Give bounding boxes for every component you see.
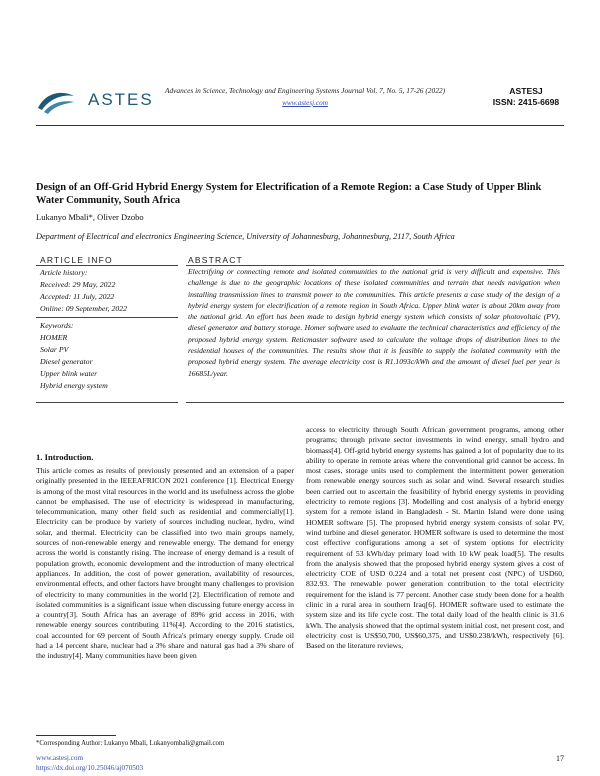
corresponding-author-footnote: *Corresponding Author: Lukanyo Mbali, Lukanyombali@gmail.com bbox=[36, 740, 225, 747]
article-info-heading: ARTICLE INFO bbox=[40, 255, 113, 265]
history-label: Article history: bbox=[40, 268, 88, 277]
paper-authors: Lukanyo Mbali*, Oliver Dzobo bbox=[36, 212, 144, 222]
divider bbox=[36, 317, 178, 318]
doi-link[interactable]: https://dx.doi.org/10.25046/aj070503 bbox=[36, 764, 144, 772]
journal-citation: Advances in Science, Technology and Engineering Systems Journal Vol. 7, No. 5, 17-26 (2022) bbox=[164, 86, 446, 95]
paper-affiliation: Department of Electrical and electronics Engineering Science, University of Johannesburg, Johannesburg, 2117, South Africa bbox=[36, 232, 455, 241]
accepted-date: Accepted: 11 July, 2022 bbox=[40, 292, 115, 301]
header-divider bbox=[36, 125, 564, 126]
keyword: Diesel generator bbox=[40, 357, 93, 366]
online-date: Online: 09 September, 2022 bbox=[40, 304, 128, 313]
issn-block bbox=[476, 86, 576, 108]
keywords bbox=[40, 320, 178, 392]
abstract-text: Electrifying or connecting remote and isolated communities to the national grid is very difficult and expensive. This challenge is due to the geographic locations of these isolated communities and terrain that needs navigation when installing transmission lines to transmit power to the communities. This article presents a case study of the design of a hybrid energy system for electrification of a remote region in South Africa. Upper blink water is about 20km away from the national grid. An effort has been made to design hybrid energy system which consists of solar photovoltaic (PV), diesel generator and battery storage. Homer software used to evaluate the technical characteristics and efficiency of the proposed hybrid energy system. Reticmaster software used to calculate the voltage drops of distribution lines to the residential houses of the communities. The results show that it is feasible to supply the isolated community with the proposed hybrid energy system. The average electricity cost is R1.1093c/kWh and the amount of diesel fuel per year is 16685L/year. bbox=[188, 267, 560, 378]
section-heading-introduction: 1. Introduction. bbox=[36, 452, 94, 462]
body-paragraph: This article comes as results of previously presented and an extension of a paper originally presented in the IEEEAFRICON 2021 conference [1]. Electrical Energy is among of the most vital resources in the world and its usefulness across the globe cannot be emphasised. The use of electricity is widespread in manufacturing, telecommunication, many other field such as residential and commercially[1]. Electricity can be produce by variety of sources including nuclear, hydro, wind solar, and thermal. Electricity can be classified into two main groups namely, sources of non-renewable energy and renewable energy. The demand for energy across the world is constantly rising. The increase of energy demand is a result of population growth, economic development and the introduction of many electrical appliances. In addition, the cost of power generation, availability of resources, environmental effects, and other factors have brought many challenges to provision of electricity to many communities in the world [2]. Electrification of remote and isolated communities is a significant issue when discussing future energy access in a country[3]. South Africa has an average of 89% grid access in 2016, with renewable energy sources contributing 11%[4]. According to the 2016 statistics, coal accounted for 69 percent of South Africa's primary energy supply. Crude oil had a 14 percent share, nuclear had a 3% share and natural gas had a 3% share of the industry[4]. Many communities have been given bbox=[36, 466, 294, 661]
keyword: HOMER bbox=[40, 333, 68, 342]
body-column-right bbox=[306, 425, 564, 652]
abstract-heading: ABSTRACT bbox=[188, 255, 243, 265]
journal-url-link[interactable]: www.astesj.com bbox=[282, 99, 328, 107]
astes-logo bbox=[36, 88, 154, 114]
article-history bbox=[40, 267, 178, 315]
keyword: Hybrid energy system bbox=[40, 381, 108, 390]
footer-url-link[interactable]: www.astesj.com bbox=[36, 754, 84, 762]
keyword: Solar PV bbox=[40, 345, 69, 354]
body-column-left bbox=[36, 466, 294, 662]
body-paragraph: access to electricity through South African government programs, among other programs; through private sector investments in wind energy, small hydro and biomass[4]. Off-grid hybrid energy systems has gained a lot of popularity due to its ability to operate in remote areas where the conventional grid cannot be access. In most cases, storage units used to complement the intermittent power generation from renewable energy sources such as solar and wind. Several research studies been carried out to ascertain the feasibility of hybrid energy systems in providing electricity to remote regions [3]. Modelling and cost analysis of a hybrid energy system for a remote island in Bangladesh - St. Martin Island were done using HOMER software [5]. The proposed hybrid energy system consists of solar PV, wind turbine and diesel generator. HOMER software is used to determine the most cost effective configurations among a set of system options for electricity requirement of 53 kWh/day primary load with 10 kW peak load[5]. The results from the analysis showed that the proposed hybrid energy system gives a cost of electricity COE of USD 0.224 and a total net present cost (NPC) of USD60, 832.93. The renewable power generation contribution to the total electricity requirement for the island is 77 percent. Another case study been done for a health clinic in a rural area in southern Iraq[6]. HOMER software used to estimate the system size and its life cycle cost. The total daily load of the health clinic is 31.6 kWh. The analysis showed that the optimal system initial cost, net present cost, and electricity cost is US$50,700, US$60,375, and US$0.238/kWh, respectively [6]. Based on the literature reviews, bbox=[306, 425, 564, 651]
keyword: Upper blink water bbox=[40, 369, 98, 378]
page-number: 17 bbox=[556, 754, 564, 763]
issn-journal-name: ASTESJ bbox=[509, 86, 543, 96]
logo-text: ASTES bbox=[88, 90, 154, 109]
keywords-label: Keywords: bbox=[40, 321, 74, 330]
paper-title: Design of an Off-Grid Hybrid Energy System for Electrification of a Remote Region: a Case Study of Upper Blink Water Community, South Africa bbox=[36, 182, 542, 206]
issn-number: ISSN: 2415-6698 bbox=[492, 97, 560, 107]
divider bbox=[36, 265, 178, 266]
divider bbox=[36, 402, 178, 403]
footnote-rule bbox=[36, 735, 116, 736]
received-date: Received: 29 May, 2022 bbox=[40, 280, 116, 289]
divider bbox=[186, 402, 564, 403]
astes-logo-mark-icon bbox=[36, 88, 76, 114]
